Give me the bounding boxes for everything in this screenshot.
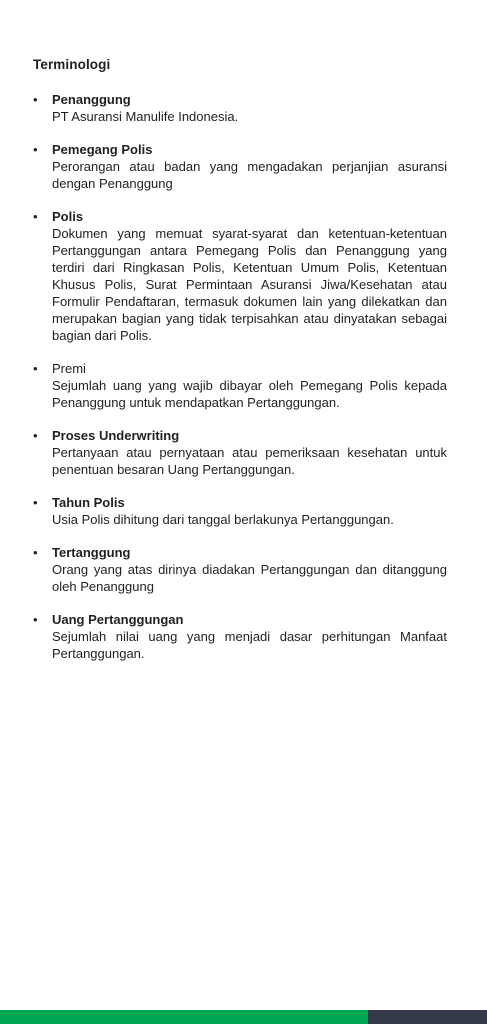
term-definition: Usia Polis dihitung dari tanggal berlakunya Pertanggungan. (52, 512, 394, 527)
term-proses-underwriting (33, 427, 447, 478)
term-uang-pertanggungan (33, 611, 447, 662)
term-name: Pemegang Polis (52, 142, 153, 157)
bullet-icon: • (33, 545, 38, 560)
term-tahun-polis (33, 494, 447, 528)
term-name: Proses Underwriting (52, 428, 180, 443)
bullet-icon: • (33, 92, 38, 107)
term-tertanggung (33, 544, 447, 595)
bullet-icon: • (33, 209, 38, 224)
term-name: Premi (52, 361, 86, 376)
terminology-list (33, 91, 447, 678)
term-definition: Sejumlah uang yang wajib dibayar oleh Pemegang Polis kepada Penanggung untuk mendapatkan Pertanggungan. (52, 378, 447, 410)
page-title: Terminologi (33, 57, 111, 72)
bullet-icon: • (33, 495, 38, 510)
footer-color-bar (0, 1010, 487, 1024)
term-name: Penanggung (52, 92, 131, 107)
bullet-icon: • (33, 428, 38, 443)
term-polis (33, 208, 447, 344)
term-definition: Orang yang atas dirinya diadakan Pertanggungan dan ditanggung oleh Penanggung (52, 562, 447, 594)
term-pemegang-polis (33, 141, 447, 192)
term-penanggung (33, 91, 447, 125)
term-name: Tahun Polis (52, 495, 125, 510)
term-name: Tertanggung (52, 545, 131, 560)
term-definition: Dokumen yang memuat syarat-syarat dan ketentuan-ketentuan Pertanggungan antara Pemegang Polis dan Penanggung yang terdiri dari Ringkasan Polis, Ketentuan Umum Polis, Ketentuan Khusus Polis, Surat Permintaan Asuransi Jiwa/Kesehatan atau Formulir Pendaftaran, termasuk dokumen lain yang dilekatkan dan merupakan bagian yang tidak terpisahkan atau dinyatakan sebagai bagian dari Polis. (52, 226, 447, 343)
bullet-icon: • (33, 612, 38, 627)
bullet-icon: • (33, 361, 38, 376)
term-definition: Sejumlah nilai uang yang menjadi dasar perhitungan Manfaat Pertanggungan. (52, 629, 447, 661)
term-definition: Perorangan atau badan yang mengadakan perjanjian asuransi dengan Penanggung (52, 159, 447, 191)
footer-dark-stripe (368, 1010, 487, 1024)
footer-green-stripe (0, 1010, 368, 1024)
term-definition: PT Asuransi Manulife Indonesia. (52, 109, 239, 124)
term-name: Uang Pertanggungan (52, 612, 184, 627)
bullet-icon: • (33, 142, 38, 157)
term-premi (33, 360, 447, 411)
term-name: Polis (52, 209, 84, 224)
term-definition: Pertanyaan atau pernyataan atau pemeriksaan kesehatan untuk penentuan besaran Uang Pertanggungan. (52, 445, 447, 477)
